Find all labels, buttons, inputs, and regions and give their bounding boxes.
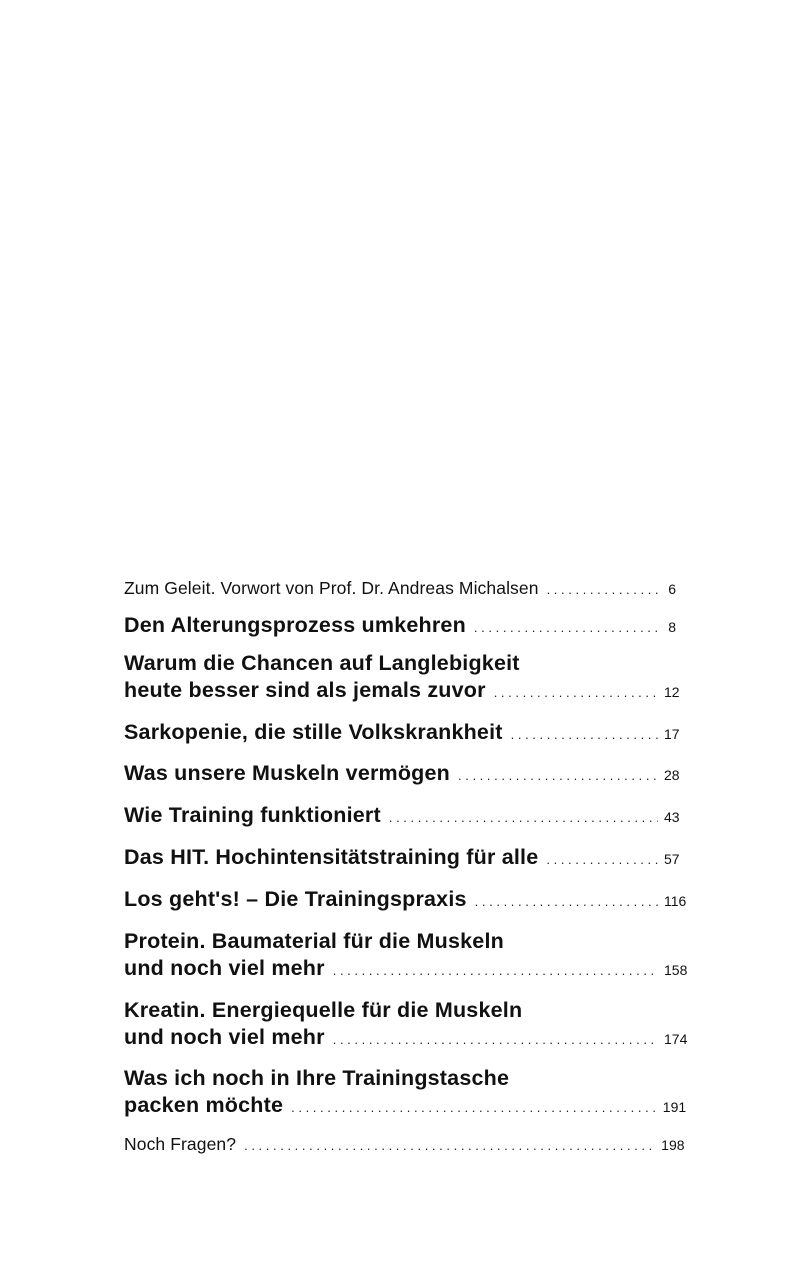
dot-leader xyxy=(244,1138,655,1153)
dot-leader xyxy=(389,804,658,831)
toc-page-number: 191 xyxy=(662,1099,687,1115)
dot-leader xyxy=(547,582,658,597)
toc-entry xyxy=(124,997,688,1053)
toc-page-number: 43 xyxy=(664,809,680,825)
toc-line xyxy=(124,719,680,748)
toc-page-number: 12 xyxy=(664,684,680,700)
toc-line xyxy=(124,677,680,706)
toc-entry xyxy=(124,760,680,789)
toc-entry xyxy=(124,612,676,641)
toc-line xyxy=(124,1092,687,1121)
toc-page-number: 57 xyxy=(664,851,680,867)
toc-page-number: 17 xyxy=(664,726,680,742)
toc-line xyxy=(124,760,680,789)
toc-entry-title: Los geht's! – Die Trainingspraxis xyxy=(124,887,467,911)
toc-entry xyxy=(124,886,687,915)
dot-leader xyxy=(475,888,658,915)
toc-page-number: 158 xyxy=(664,962,688,978)
toc-page-number: 198 xyxy=(661,1137,685,1153)
dot-leader xyxy=(494,679,658,706)
toc-entry-title-continued: packen möchte xyxy=(124,1093,284,1117)
toc-entry-title: Protein. Baumaterial für die Muskeln xyxy=(124,929,504,953)
toc-page-number: 28 xyxy=(664,767,680,783)
toc-entry-title: Was ich noch in Ihre Trainingstasche xyxy=(124,1066,510,1090)
dot-leader xyxy=(333,1026,658,1053)
toc-entry xyxy=(124,844,680,873)
toc-entry xyxy=(124,1134,685,1155)
dot-leader xyxy=(291,1094,657,1121)
toc-entry xyxy=(124,578,676,599)
toc-entry-title: Wie Training funktioniert xyxy=(124,803,381,827)
toc-page-number: 174 xyxy=(664,1031,688,1047)
toc-entry-title: Zum Geleit. Vorwort von Prof. Dr. Andreas Michalsen xyxy=(124,578,539,598)
toc-page-number: 6 xyxy=(668,581,676,597)
toc-page-number: 116 xyxy=(664,893,687,909)
toc-entry-title: Sarkopenie, die stille Volkskrankheit xyxy=(124,720,503,744)
dot-leader xyxy=(546,846,658,873)
toc-line xyxy=(124,955,688,984)
toc-entry-title: Noch Fragen? xyxy=(124,1134,237,1154)
dot-leader xyxy=(511,721,658,748)
toc-entry-title: Warum die Chancen auf Langlebigkeit xyxy=(124,651,520,675)
toc-entry xyxy=(124,650,680,706)
toc-line xyxy=(124,578,676,599)
toc-entry xyxy=(124,802,680,831)
toc-line xyxy=(124,802,680,831)
toc-entry-title: Das HIT. Hochintensitätstraining für alle xyxy=(124,845,539,869)
toc-entry-title-continued: heute besser sind als jemals zuvor xyxy=(124,678,486,702)
toc-entry xyxy=(124,719,680,748)
dot-leader xyxy=(474,614,658,641)
toc-line xyxy=(124,1134,685,1155)
dot-leader xyxy=(458,762,658,789)
toc-entry-title-continued: und noch viel mehr xyxy=(124,956,325,980)
toc-entry-title: Was unsere Muskeln vermögen xyxy=(124,761,451,785)
dot-leader xyxy=(333,957,658,984)
toc-entry xyxy=(124,1065,687,1121)
toc-line xyxy=(124,1024,688,1053)
toc-line xyxy=(124,612,676,641)
toc-entry xyxy=(124,928,688,984)
toc-entry-title-continued: und noch viel mehr xyxy=(124,1025,325,1049)
toc-page-number: 8 xyxy=(668,619,676,635)
toc-line xyxy=(124,844,680,873)
toc-line xyxy=(124,886,687,915)
toc-entry-title: Den Alterungsprozess umkehren xyxy=(124,613,466,637)
toc-entry-title: Kreatin. Energiequelle für die Muskeln xyxy=(124,998,523,1022)
